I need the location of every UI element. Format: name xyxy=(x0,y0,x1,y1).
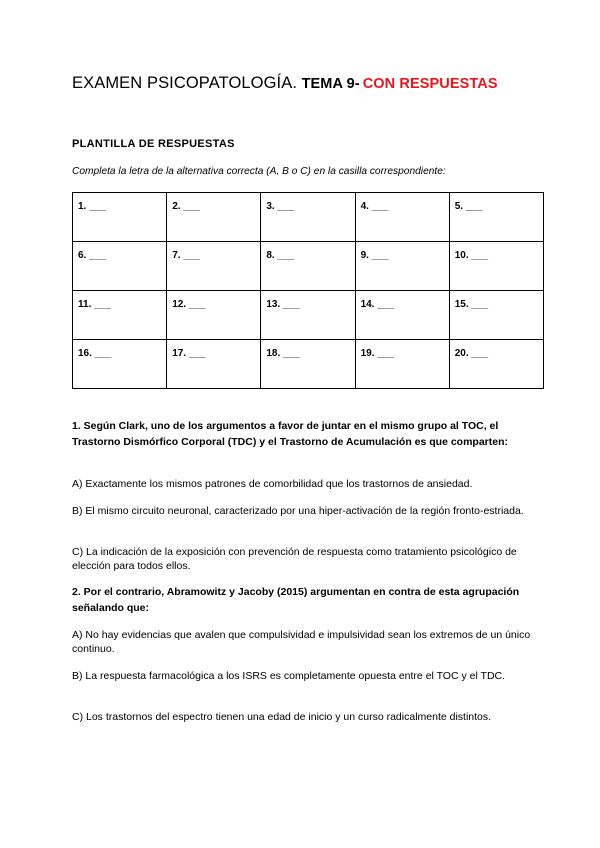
option-text: A) Exactamente los mismos patrones de comorbilidad que los trastornos de ansiedad. xyxy=(72,478,473,490)
question-2-option-c xyxy=(72,710,532,724)
question-2-option-b xyxy=(72,669,532,683)
answer-cell[interactable]: 8. ___ xyxy=(261,242,355,291)
answer-cell[interactable]: 20. ___ xyxy=(449,340,543,389)
question-2 xyxy=(72,585,532,616)
option-text: A) No hay evidencias que avalen que compulsividad e impulsividad sean los extremos de un único continuo. xyxy=(72,629,531,655)
answer-cell[interactable]: 12. ___ xyxy=(167,291,261,340)
answer-cell[interactable]: 15. ___ xyxy=(449,291,543,340)
answer-cell[interactable]: 3. ___ xyxy=(261,193,355,242)
answer-cell[interactable]: 17. ___ xyxy=(167,340,261,389)
answer-cell[interactable]: 2. ___ xyxy=(167,193,261,242)
question-1-option-c xyxy=(72,545,532,573)
answer-cell[interactable]: 9. ___ xyxy=(355,242,449,291)
answer-cell[interactable]: 4. ___ xyxy=(355,193,449,242)
answer-cell[interactable]: 7. ___ xyxy=(167,242,261,291)
answer-cell[interactable]: 16. ___ xyxy=(73,340,167,389)
answer-cell[interactable]: 19. ___ xyxy=(355,340,449,389)
answer-cell[interactable]: 13. ___ xyxy=(261,291,355,340)
question-1-option-a xyxy=(72,477,532,491)
question-2-option-a xyxy=(72,628,532,656)
option-text: B) El mismo circuito neuronal, caracterizado por una hiper-activación de la región fronto-estriada. xyxy=(72,505,524,517)
answer-cell[interactable]: 18. ___ xyxy=(261,340,355,389)
answer-cell[interactable]: 6. ___ xyxy=(73,242,167,291)
answer-cell[interactable]: 10. ___ xyxy=(449,242,543,291)
answer-cell[interactable]: 1. ___ xyxy=(73,193,167,242)
option-text: B) La respuesta farmacológica a los ISRS es completamente opuesta entre el TOC y el TDC. xyxy=(72,670,506,682)
answer-cell[interactable]: 11. ___ xyxy=(73,291,167,340)
option-text: C) La indicación de la exposición con prevención de respuesta como tratamiento psicológico de elección para todos ellos. xyxy=(72,546,517,572)
title-highlight: CON RESPUESTAS xyxy=(362,76,498,92)
exam-title xyxy=(72,74,498,93)
question-1-text: 1. Según Clark, uno de los argumentos a favor de juntar en el mismo grupo al TOC, el Trastorno Dismórfico Corporal (TDC) y el Trastorno de Acumulación es que comparten: xyxy=(72,420,509,448)
question-1-option-b xyxy=(72,504,532,518)
question-2-text: 2. Por el contrario, Abramowitz y Jacoby (2015) argumentan en contra de esta agrupación señalando que: xyxy=(72,586,520,614)
answer-template-instruction: Completa la letra de la alternativa correcta (A, B o C) en la casilla correspondiente: xyxy=(72,166,446,177)
answer-row xyxy=(73,340,544,389)
answer-row xyxy=(73,291,544,340)
option-text: C) Los trastornos del espectro tienen una edad de inicio y un curso radicalmente distintos. xyxy=(72,711,492,723)
title-tema: TEMA 9- xyxy=(301,76,360,92)
answer-grid xyxy=(72,192,544,389)
title-main: EXAMEN PSICOPATOLOGÍA. xyxy=(72,74,298,92)
answer-template-heading: PLANTILLA DE RESPUESTAS xyxy=(72,138,235,150)
answer-cell[interactable]: 5. ___ xyxy=(449,193,543,242)
question-1 xyxy=(72,419,532,450)
answer-row xyxy=(73,193,544,242)
answer-row xyxy=(73,242,544,291)
answer-cell[interactable]: 14. ___ xyxy=(355,291,449,340)
